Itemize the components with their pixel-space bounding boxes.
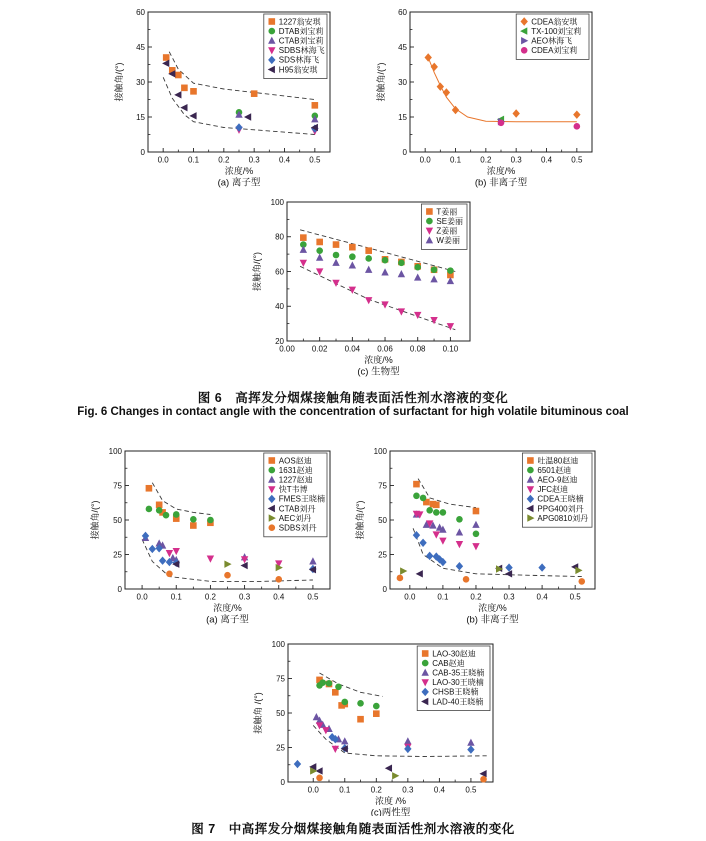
svg-text:25: 25 <box>378 550 387 560</box>
svg-text:(a) 离子型: (a) 离子型 <box>217 177 261 188</box>
svg-text:0: 0 <box>280 777 285 787</box>
svg-text:接触角/(°): 接触角/(°) <box>355 500 365 540</box>
svg-text:0.4: 0.4 <box>540 155 553 165</box>
svg-text:0: 0 <box>117 584 122 594</box>
svg-text:0.0: 0.0 <box>307 785 319 795</box>
svg-text:0.5: 0.5 <box>465 785 477 795</box>
svg-text:100: 100 <box>270 197 284 207</box>
svg-text:45: 45 <box>398 42 407 52</box>
svg-text:浓度/%: 浓度/% <box>213 603 242 613</box>
fig7a-svg <box>88 443 338 635</box>
svg-text:0.0: 0.0 <box>136 592 148 602</box>
svg-text:0.4: 0.4 <box>536 592 548 602</box>
svg-text:0.1: 0.1 <box>449 155 462 165</box>
fig6a-legend <box>264 14 327 79</box>
svg-text:0: 0 <box>382 584 387 594</box>
svg-text:75: 75 <box>378 481 387 491</box>
svg-text:0.0: 0.0 <box>419 155 431 165</box>
svg-text:1227翁安琪: 1227翁安琪 <box>278 17 321 27</box>
svg-text:40: 40 <box>275 302 284 312</box>
fig7-subplot-c-amphoteric-chart <box>251 636 501 816</box>
svg-text:(b) 非离子型: (b) 非离子型 <box>474 177 528 188</box>
svg-text:H95翁安琪: H95翁安琪 <box>278 65 318 75</box>
svg-text:SDS林海飞: SDS林海飞 <box>278 55 320 65</box>
svg-text:浓度/%: 浓度/% <box>478 603 507 613</box>
svg-text:100: 100 <box>108 446 122 456</box>
svg-text:DTAB刘宝莉: DTAB刘宝莉 <box>278 26 324 36</box>
svg-text:CAB-35王晓楠: CAB-35王晓楠 <box>432 668 485 678</box>
svg-text:T姜丽: T姜丽 <box>436 207 458 217</box>
svg-text:浓度 /%: 浓度 /% <box>374 796 407 806</box>
fig6-subplot-a-ionic-chart <box>112 4 338 188</box>
svg-text:0.5: 0.5 <box>307 592 319 602</box>
svg-text:0.3: 0.3 <box>239 592 251 602</box>
svg-text:50: 50 <box>276 708 285 718</box>
svg-text:AOS赵迪: AOS赵迪 <box>278 456 312 466</box>
svg-text:CAB赵迪: CAB赵迪 <box>432 658 465 668</box>
svg-text:(b) 非离子型: (b) 非离子型 <box>466 614 519 626</box>
figure7-caption-chinese: 图 7 中高挥发分烟煤接触角随表面活性剂水溶液的变化 <box>191 822 515 836</box>
svg-text:0.3: 0.3 <box>248 155 260 165</box>
fig7-subplot-b-nonionic-chart <box>353 443 603 635</box>
svg-text:SDBS林海飞: SDBS林海飞 <box>278 46 325 56</box>
svg-text:0.1: 0.1 <box>437 592 449 602</box>
svg-text:PPG400刘丹: PPG400刘丹 <box>537 504 584 514</box>
svg-text:100: 100 <box>271 639 285 649</box>
svg-text:吐温80赵迪: 吐温80赵迪 <box>537 456 579 466</box>
svg-text:Z姜丽: Z姜丽 <box>436 226 458 236</box>
svg-text:0.10: 0.10 <box>442 344 459 354</box>
svg-text:(a) 离子型: (a) 离子型 <box>206 614 249 626</box>
svg-text:0.0: 0.0 <box>157 155 169 165</box>
svg-text:0.2: 0.2 <box>480 155 492 165</box>
svg-text:0.4: 0.4 <box>433 785 445 795</box>
svg-text:0.5: 0.5 <box>571 155 583 165</box>
svg-text:接触角 /(°): 接触角 /(°) <box>253 692 263 734</box>
fig7b-svg <box>353 443 603 635</box>
svg-text:0: 0 <box>402 147 407 157</box>
fig6-subplot-b-nonionic-chart <box>374 4 600 188</box>
svg-text:SE姜丽: SE姜丽 <box>436 216 464 226</box>
fig6b-legend <box>516 14 589 59</box>
svg-text:0.2: 0.2 <box>470 592 482 602</box>
svg-text:接触角/(°): 接触角/(°) <box>376 62 386 102</box>
svg-text:25: 25 <box>276 743 285 753</box>
svg-text:快T韦博: 快T韦博 <box>278 485 308 495</box>
svg-text:(c)两性型: (c)两性型 <box>370 807 411 816</box>
svg-text:TX-100刘宝莉: TX-100刘宝莉 <box>531 26 582 36</box>
svg-text:0.5: 0.5 <box>309 155 321 165</box>
svg-text:0.04: 0.04 <box>344 344 361 354</box>
fig7-subplot-a-ionic-chart <box>88 443 338 635</box>
fig6c-legend <box>421 204 467 249</box>
svg-text:0: 0 <box>140 147 145 157</box>
svg-text:25: 25 <box>113 550 122 560</box>
svg-text:LAO-30赵迪: LAO-30赵迪 <box>432 649 476 659</box>
svg-text:0.1: 0.1 <box>187 155 200 165</box>
svg-text:0.06: 0.06 <box>377 344 393 354</box>
svg-text:浓度/%: 浓度/% <box>486 166 516 176</box>
fig7c-svg <box>251 636 501 816</box>
svg-text:0.1: 0.1 <box>170 592 182 602</box>
svg-text:接触角/(°): 接触角/(°) <box>114 62 124 102</box>
svg-text:100: 100 <box>373 446 387 456</box>
fig6-subplot-c-biological-chart <box>250 194 478 382</box>
svg-text:LAO-30王晓楠: LAO-30王晓楠 <box>432 678 484 688</box>
svg-text:0.08: 0.08 <box>409 344 426 354</box>
svg-text:FMES王晓楠: FMES王晓楠 <box>278 494 326 504</box>
svg-text:45: 45 <box>136 42 145 52</box>
svg-text:80: 80 <box>275 232 284 242</box>
svg-text:浓度/%: 浓度/% <box>364 355 393 365</box>
svg-text:接触角/(°): 接触角/(°) <box>252 251 262 292</box>
svg-text:CDEA刘宝莉: CDEA刘宝莉 <box>531 46 578 56</box>
figure6-caption-chinese: 图 6 高挥发分烟煤接触角随表面活性剂水溶液的变化 <box>197 391 509 405</box>
svg-text:15: 15 <box>398 112 407 122</box>
svg-text:1631赵迪: 1631赵迪 <box>278 465 313 475</box>
svg-text:15: 15 <box>136 112 145 122</box>
svg-text:0.2: 0.2 <box>204 592 216 602</box>
svg-text:0.4: 0.4 <box>273 592 285 602</box>
svg-text:W姜丽: W姜丽 <box>436 236 460 246</box>
svg-text:CDEA王晓楠: CDEA王晓楠 <box>537 494 584 504</box>
svg-text:1227赵迪: 1227赵迪 <box>278 475 313 485</box>
svg-text:50: 50 <box>113 515 122 525</box>
svg-text:0.2: 0.2 <box>370 785 382 795</box>
svg-text:LAD-40王晓楠: LAD-40王晓楠 <box>432 697 484 707</box>
svg-text:JFC赵迪: JFC赵迪 <box>537 485 569 495</box>
svg-text:20: 20 <box>275 336 284 346</box>
svg-text:0.1: 0.1 <box>339 785 351 795</box>
svg-text:6501赵迪: 6501赵迪 <box>537 465 572 475</box>
svg-text:CHSB王晓楠: CHSB王晓楠 <box>432 687 479 697</box>
svg-text:0.02: 0.02 <box>311 344 328 354</box>
svg-text:APG0810刘丹: APG0810刘丹 <box>537 513 589 523</box>
svg-text:60: 60 <box>398 7 407 17</box>
fig6c-svg <box>250 194 478 382</box>
svg-text:AEO-9赵迪: AEO-9赵迪 <box>537 475 578 485</box>
svg-text:0.00: 0.00 <box>279 344 295 354</box>
svg-text:75: 75 <box>113 481 122 491</box>
svg-text:CDEA翁安琪: CDEA翁安琪 <box>531 17 578 27</box>
svg-text:CTAB刘丹: CTAB刘丹 <box>278 504 316 514</box>
svg-text:0.0: 0.0 <box>404 592 416 602</box>
svg-text:(c) 生物型: (c) 生物型 <box>357 366 400 378</box>
figure6-caption-english: Fig. 6 Changes in contact angle with the concentration of surfactant for high volatile bituminous coal <box>77 406 629 418</box>
svg-text:CTAB刘宝莉: CTAB刘宝莉 <box>278 36 324 46</box>
fig7b-legend <box>522 453 592 527</box>
fig6a-svg <box>112 4 338 188</box>
svg-text:浓度/%: 浓度/% <box>224 166 254 176</box>
svg-text:0.3: 0.3 <box>510 155 522 165</box>
svg-text:0.2: 0.2 <box>218 155 230 165</box>
svg-text:0.4: 0.4 <box>278 155 291 165</box>
svg-text:AEC刘丹: AEC刘丹 <box>278 513 312 523</box>
svg-text:0.3: 0.3 <box>402 785 414 795</box>
svg-text:0.3: 0.3 <box>503 592 515 602</box>
svg-text:60: 60 <box>136 7 145 17</box>
svg-text:75: 75 <box>276 674 285 684</box>
fig7c-legend <box>417 646 490 711</box>
fig7a-legend <box>264 453 327 537</box>
svg-text:60: 60 <box>275 267 284 277</box>
svg-text:SDBS刘丹: SDBS刘丹 <box>278 523 317 533</box>
svg-text:50: 50 <box>378 515 387 525</box>
svg-text:AEO林海飞: AEO林海飞 <box>531 36 573 46</box>
svg-text:30: 30 <box>136 77 145 87</box>
svg-text:接触角/(°): 接触角/(°) <box>90 500 100 540</box>
fig6b-svg <box>374 4 600 188</box>
svg-text:0.5: 0.5 <box>569 592 581 602</box>
svg-text:30: 30 <box>398 77 407 87</box>
